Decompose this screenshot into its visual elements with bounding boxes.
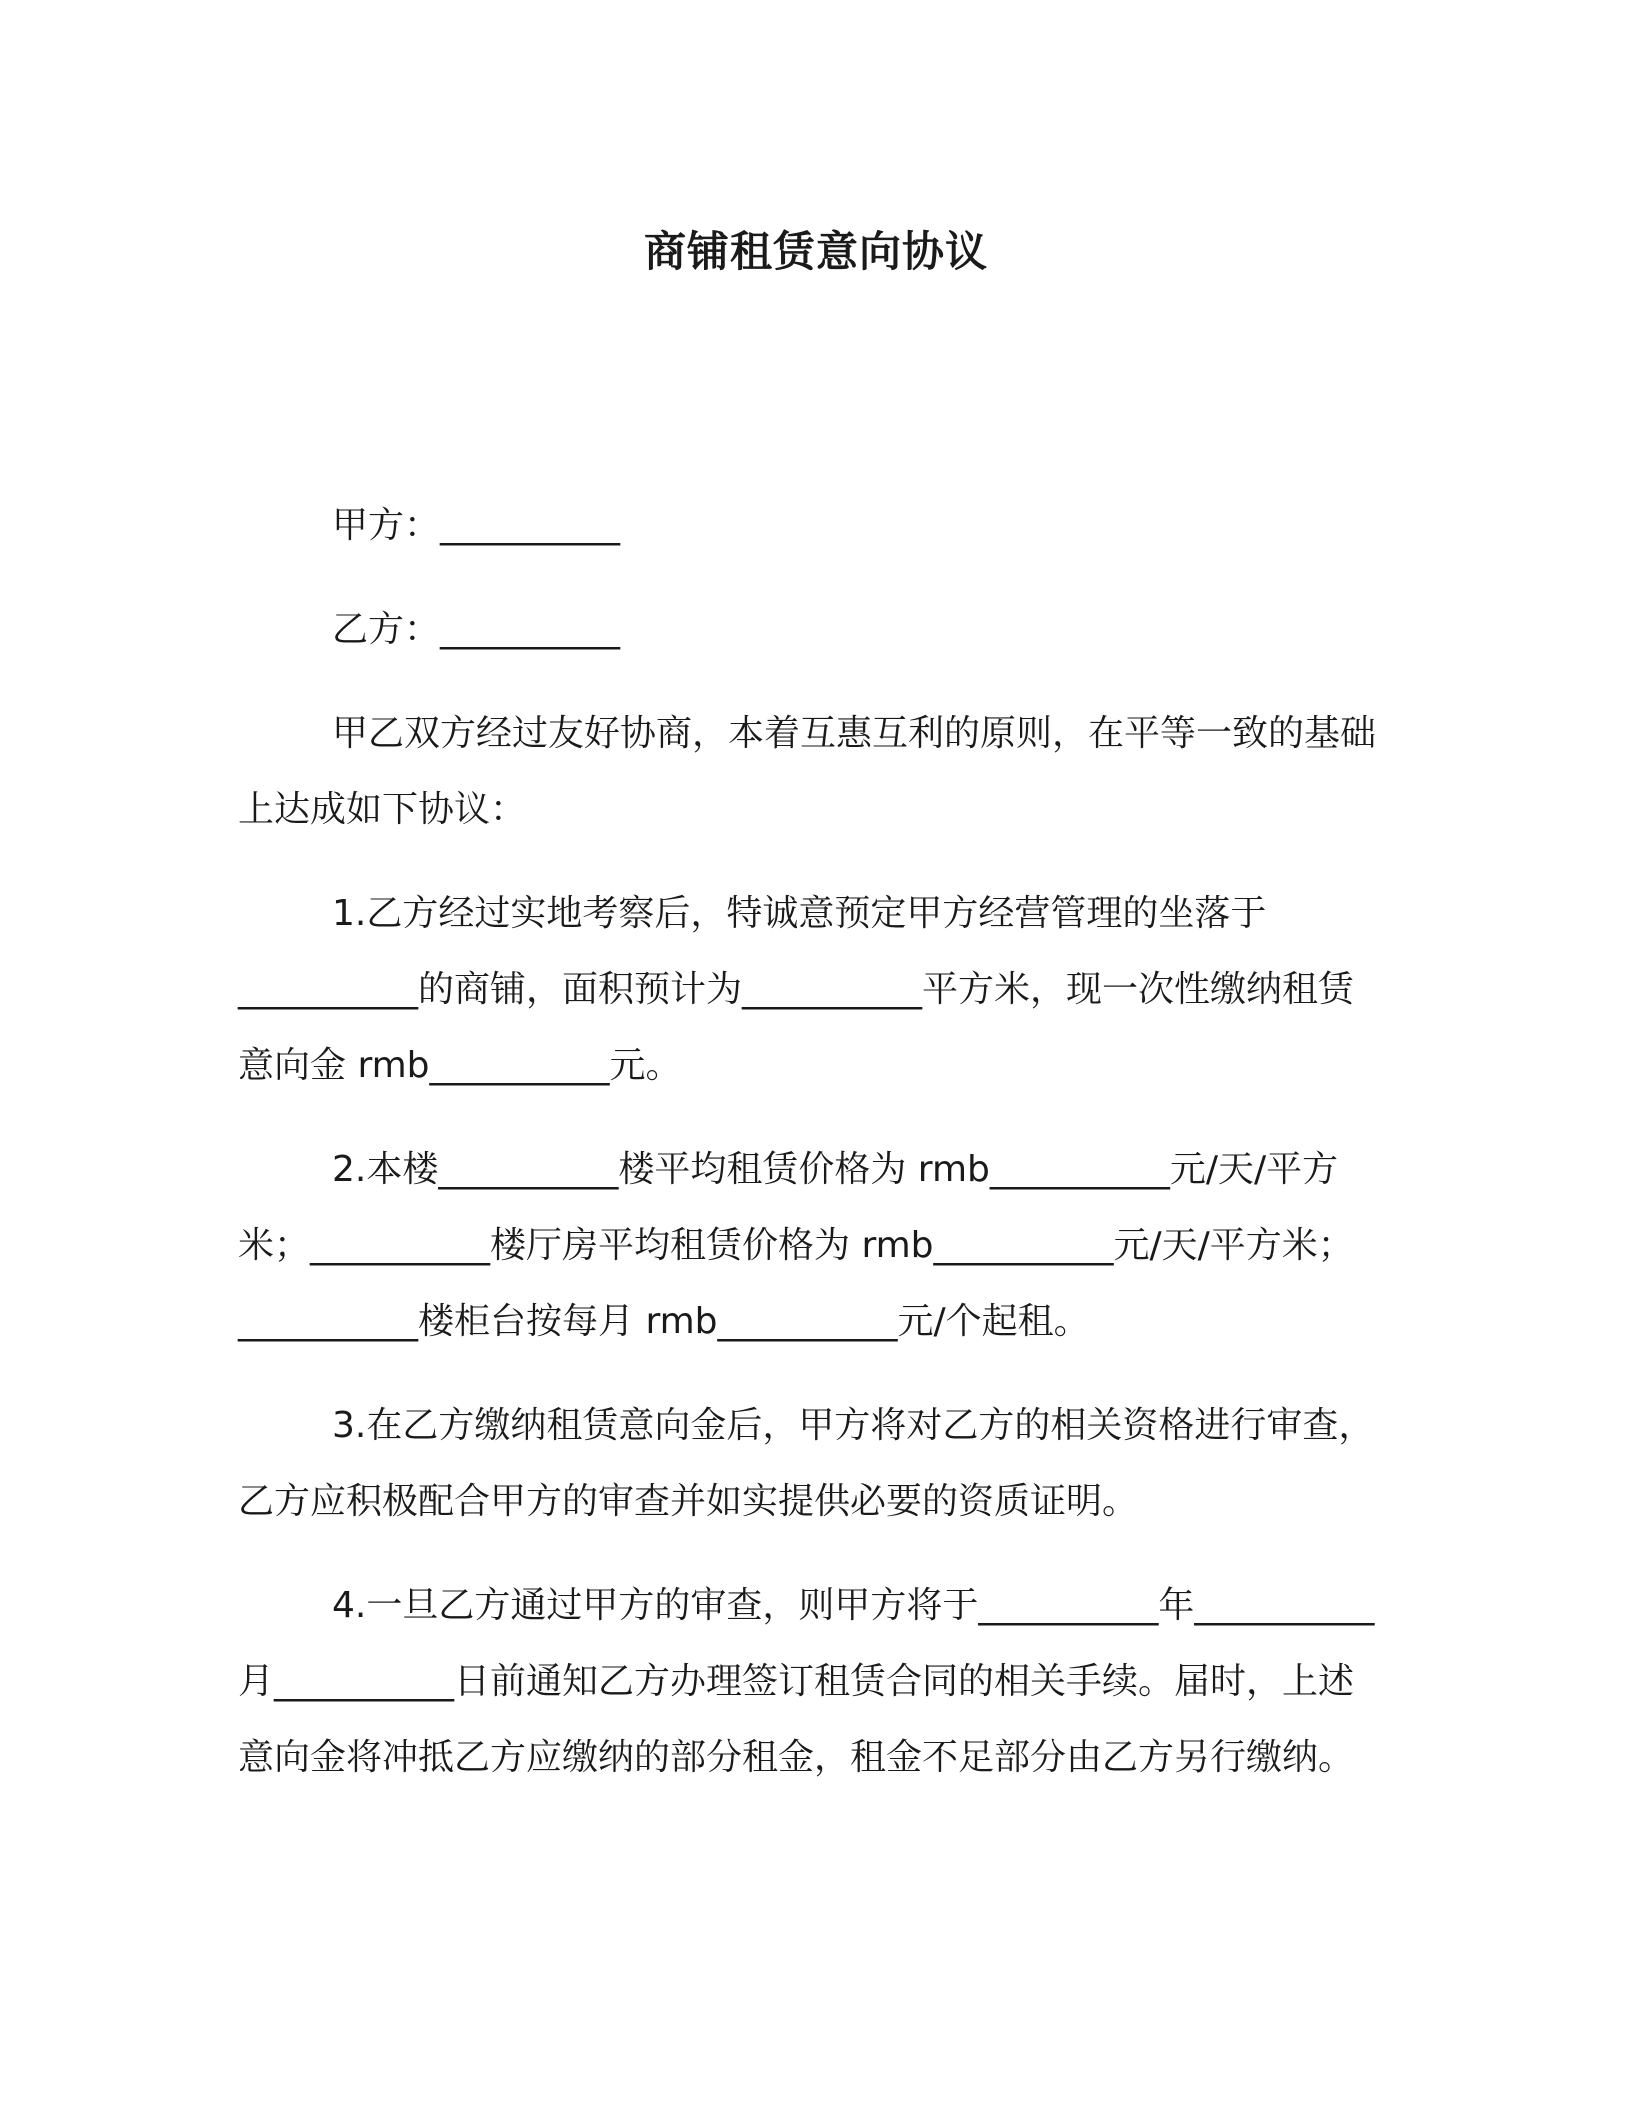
document-body [238,488,1383,1824]
clause-4: 4.一旦乙方通过甲方的审查，则甲方将于__________年__________月__________日前通知乙方办理签订租赁合同的相关手续。届时，上述意向金将冲抵乙方应缴纳的部分租金，租金不足部分由乙方另行缴纳。 [238,1585,1375,1778]
clause-1: 1.乙方经过实地考察后，特诚意预定甲方经营管理的坐落于__________的商铺，面积预计为__________平方米，现一次性缴纳租赁意向金 rmb__________元。 [238,893,1355,1086]
document-title: 商铺租赁意向协议 [643,227,988,276]
party-a-line: 甲方：__________ [332,505,621,546]
party-b-line: 乙方：__________ [332,609,621,650]
intro-paragraph: 甲乙双方经过友好协商，本着互惠互利的原则，在平等一致的基础上达成如下协议： [238,713,1377,830]
clause-2: 2.本楼__________楼平均租赁价格为 rmb__________元/天/平方米；__________楼厅房平均租赁价格为 rmb__________元/天/平方米；__________楼柜台按每月 rmb__________元/个起租。 [238,1149,1354,1342]
clause-3: 3.在乙方缴纳租赁意向金后，甲方将对乙方的相关资格进行审查，乙方应积极配合甲方的审查并如实提供必要的资质证明。 [238,1405,1375,1522]
